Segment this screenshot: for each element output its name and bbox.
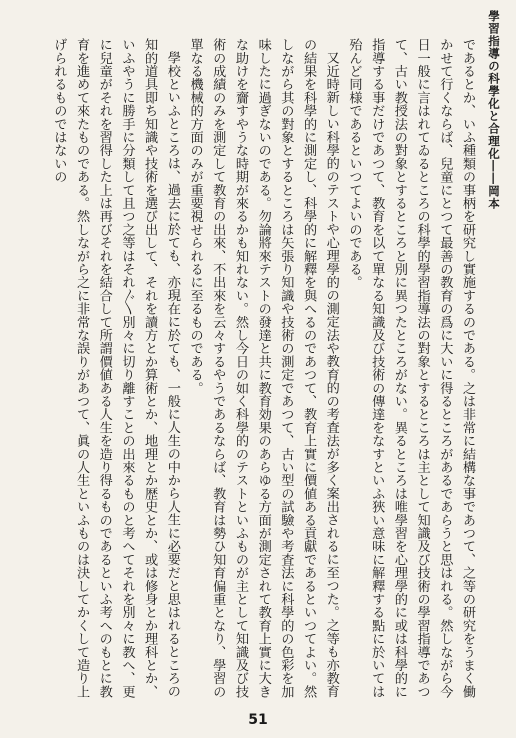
page-number: 51 xyxy=(248,712,268,728)
body-text xyxy=(28,38,478,700)
running-header: 學習指導の科學化と合理化――岡本 xyxy=(487,10,501,210)
paragraph-3: 學校といふところは、過去に於ても、亦現在に於ても、一般に人生の中から人生に必要だと思はれるところの知的道具即ち知識や技術を選び出して、それを讀方とか算術とか、地理とか歴史とか、或は修身とか理科とか、いふやうに勝手に分類して且つ之等はそれ〴〵別々に切り離すことの出來るものと考へてそれを別々に教へ、更に兒童がそれを習得した上は再びそれを結合して所謂價値ある人生を造り得るものであるといふ考へのもとに教育を進めて來たものである。然しながら之に非常な誤りがあつて、眞の人生といふものは決してかくして造り上げられるものではないの xyxy=(51,38,180,698)
paragraph-2: 又近時新しい科學的のテストや心理學的の測定法や教育的の考査法が多く案出されるに至つた。之等も亦教育の結果を科學的に測定し、科學的に解釋を與へるのであつて、教育上實に價値ある貢獻であるといつてよい。然しながら其の對象とするところは矢張り知識や技術の測定であつて、古い型の試驗や考査法に科學的の色彩を加味したに過ぎないのである。勿論將來テストの發達と共に教育効果のあらゆる方面が測定されて教育上實に大きな助けを齎すやうな時期が來るかも知れない。然し今日の如く科學的のテストといふものが主として知識及び技術の成績のみを測定して教育の出來、不出來を云々するやうであるならば、教育は勢ひ知育偏重となり、學習の單なる機械的方面のみが重要視せられるに至るものである。 xyxy=(187,38,339,698)
paragraph-1: であるとか、いふ種類の事柄を研究し實施するのである。之は非常に結構な事であつて、之等の研究をうまく働かせて行くならば、兒童にとつて最善の教育の爲に大いに得るところがあるであらうと思はれる。然しながら今日一般に言はれてゐるところの科學的學習指導法の對象とするところは主として知識及び技術の學習指導であつて、古い教授法の對象とするところと別に異つたところがない。異るところは唯學習を心理學的に或は科學的に指導する事だけであつて、教育を以て單なる知識及び技術の傳達をなすといふ狹い意味に解釋する點に於いては殆んど同様であるといつてよいのである。 xyxy=(346,38,475,698)
